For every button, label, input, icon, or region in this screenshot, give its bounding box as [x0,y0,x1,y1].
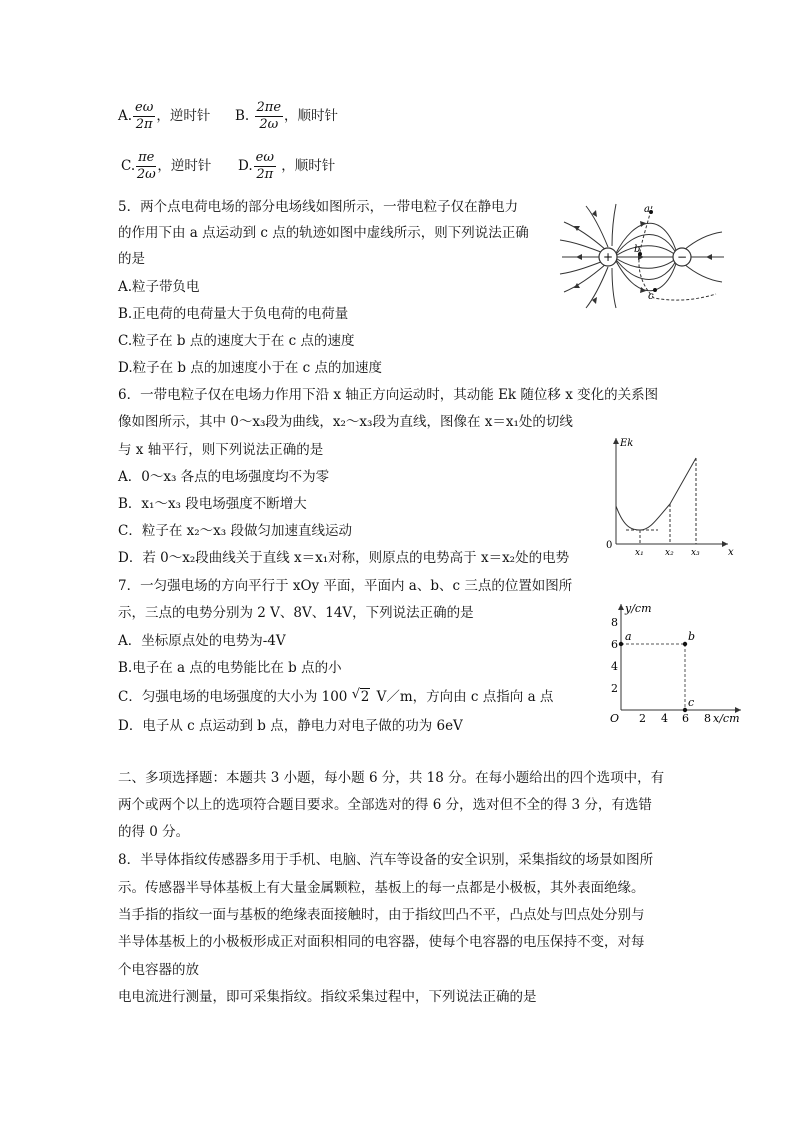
q6-x3-label: x₃ [691,548,700,558]
q7-stem-line2: 示，三点的电势分别为 2 V、8V、14V，下列说法正确的是 [118,605,474,621]
q4-option-b: B. $\frac{2\pi e}{2\omega}$ ，顺时针 [235,100,339,132]
q7-x-axis-label: x/cm [713,712,740,724]
q5-point-a-label: a [644,204,650,215]
q8-stem-line5: 个电容器的放 [118,962,199,978]
q7-y-tick-6: 6 [611,638,618,651]
q5-field-lines-figure [556,202,734,310]
q7-x-tick-8: 8 [704,712,711,724]
q8-stem-line3: 当手指的指纹一面与基板的绝缘表面接触时，由于指纹凹凸不平，凸点处与凹点处分别与 [118,907,645,923]
q6-option-d: D．若 0～x₂段曲线关于直线 x＝x₁对称，则原点的电势高于 x＝x₂处的电势 [118,550,570,566]
q7-point-a-label: a [625,630,632,643]
q7-x-tick-4: 4 [661,712,668,724]
q4-option-c: C. $\frac{\pi e}{2\omega}$ ，逆时针 [121,150,212,182]
q5-option-d: D.粒子在 b 点的加速度小于在 c 点的加速度 [118,360,383,376]
q6-x-axis-label: x [728,547,734,558]
q5-plus-charge-label: + [602,250,614,264]
q5-minus-charge-label: − [676,250,688,264]
q7-stem-line1: 7．一匀强电场的方向平行于 xOy 平面，平面内 a、b、c 三点的位置如图所 [118,578,573,594]
q6-y-axis-label: Ek [620,438,634,449]
q6-stem-line3: 与 x 轴平行，则下列说法正确的是 [118,442,324,458]
q6-option-a: A．0～x₃ 各点的电场强度均不为零 [118,469,330,485]
q7-point-c-label: c [688,696,695,709]
q5-option-b: B.正电荷的电荷量大于负电荷的电荷量 [118,306,349,322]
q7-x-tick-2: 2 [639,712,646,724]
q6-option-b: B．x₁～x₃ 段电场强度不断增大 [118,496,307,512]
q7-point-b-label: b [688,630,696,643]
q7-y-tick-2: 2 [611,682,618,695]
q5-point-b-label: b [634,244,641,255]
q6-stem-line2: 像如图所示，其中 0～x₃段为曲线，x₂～x₃段为直线，图像在 x＝x₁处的切线 [118,414,573,430]
section2-instructions-line2: 两个或两个以上的选项符合题目要求。全部选对的得 6 分，选对但不全的得 3 分，有选错 [118,797,652,813]
q5-option-c: C.粒子在 b 点的速度大于在 c 点的速度 [118,333,355,349]
q7-option-c: C．匀强电场的电场强度的大小为 100 √ 2 V／m，方向由 c 点指向 a 点 [118,687,554,705]
q5-point-c-label: c [648,291,654,302]
q7-y-tick-4: 4 [611,660,618,673]
q7-coordinate-figure [603,600,749,724]
q7-x-tick-6: 6 [682,712,689,724]
section2-instructions-line1: 二、多项选择题：本题共 3 小题，每小题 6 分，共 18 分。在每小题给出的四个选项中，有 [118,770,665,786]
section2-instructions-line3: 的得 0 分。 [118,824,190,840]
q6-x2-label: x₂ [665,548,674,558]
q6-option-c: C．粒子在 x₂～x₃ 段做匀加速直线运动 [118,523,352,539]
q6-origin-label: 0 [606,540,613,551]
q5-stem-line3: 的是 [118,251,145,267]
q5-stem-line1: 5．两个点电荷电场的部分电场线如图所示，一带电粒子仅在静电力 [118,199,519,215]
q7-option-a: A．坐标原点处的电势为-4V [118,633,286,649]
q7-origin-label: O [610,712,620,724]
q6-stem-line1: 6．一带电粒子仅在电场力作用下沿 x 轴正方向运动时，其动能 Ek 随位移 x 变化的关系图 [118,387,659,403]
q6-x1-label: x₁ [635,548,644,558]
q4-option-a: A. $\frac{e\omega}{2\pi}$ ，逆时针 [118,100,211,132]
q5-stem-line2: 的作用下由 a 点运动到 c 点的轨迹如图中虚线所示，则下列说法正确 [118,225,529,241]
q4-option-d: D. $\frac{e\omega}{2\pi}$ ，顺时针 [238,150,336,182]
q7-option-b: B.电子在 a 点的电势能比在 b 点的小 [118,660,342,676]
q7-option-d: D．电子从 c 点运动到 b 点，静电力对电子做的功为 6eV [118,718,463,734]
q7-y-tick-8: 8 [611,616,618,629]
q8-stem-line2: 示。传感器半导体基板上有大量金属颗粒，基板上的每一点都是小极板，其外表面绝缘。 [118,880,645,896]
q5-option-a: A.粒子带负电 [118,279,200,295]
q6-ek-graph [598,432,736,558]
q7-y-axis-label: y/cm [625,602,652,615]
sqrt-symbol: √ 2 [351,687,370,705]
q8-stem-line6: 电电流进行测量，即可采集指纹。指纹采集过程中，下列说法正确的是 [118,989,537,1005]
q8-stem-line4: 半导体基板上的小极板形成正对面积相同的电容器，使每个电容器的电压保持不变，对每 [118,934,645,950]
q8-stem-line1: 8．半导体指纹传感器多用于手机、电脑、汽车等设备的安全识别，采集指纹的场景如图所 [118,852,654,868]
